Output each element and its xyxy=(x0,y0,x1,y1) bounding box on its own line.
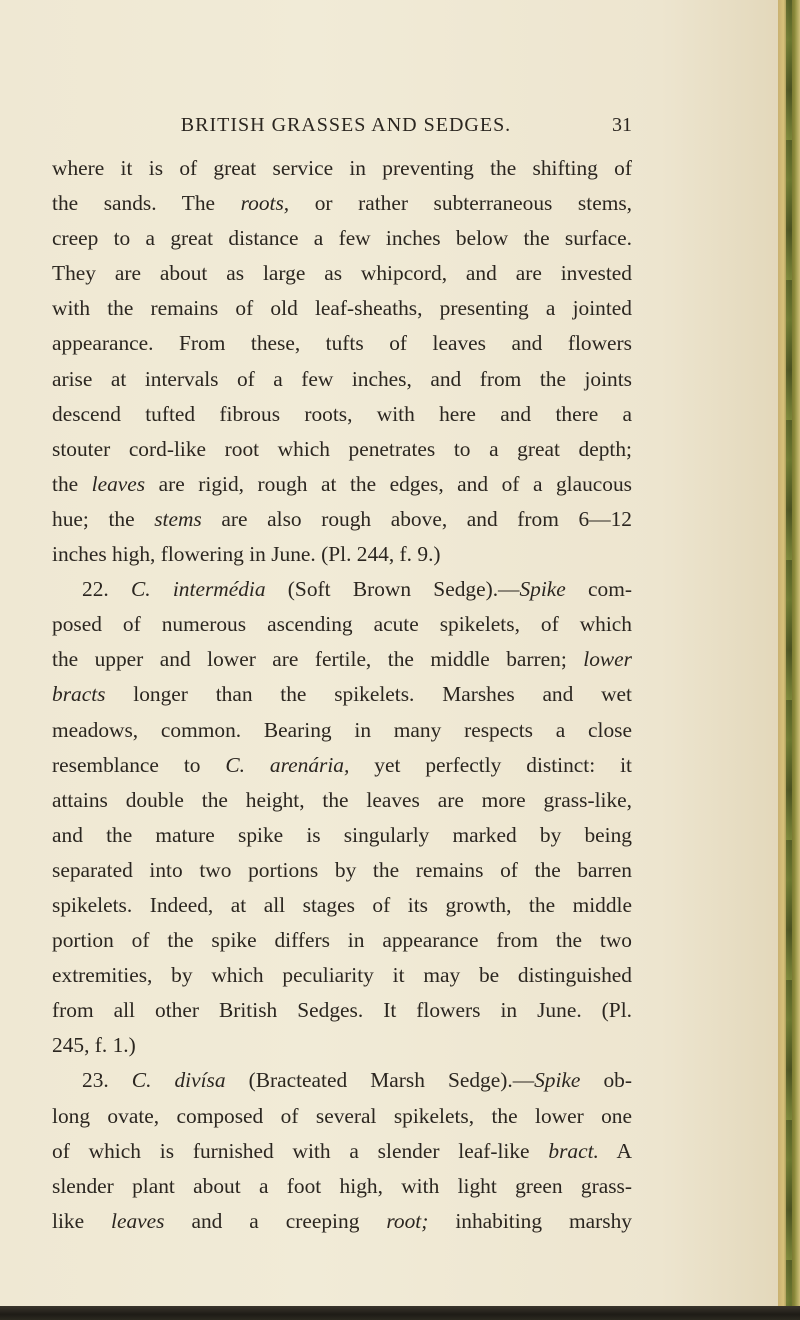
text-line: the upper and lower are fertile, the middle barren; lower xyxy=(52,647,632,672)
text-line: appearance. From these, tufts of leaves and flowers xyxy=(52,331,632,356)
text-line: meadows, common. Bearing in many respects a close xyxy=(52,717,632,742)
page-header xyxy=(60,114,632,140)
text-line: extremities, by which peculiarity it may be distinguished xyxy=(52,963,632,988)
body-text xyxy=(52,151,632,1239)
text-line: bracts longer than the spikelets. Marshes and wet xyxy=(52,682,632,707)
text-line: resemblance to C. arenária, yet perfectly distinct: it xyxy=(52,752,633,777)
text-line: the sands. The roots, or rather subterraneous stems, xyxy=(52,191,633,216)
text-line: descend tufted fibrous roots, with here and there a xyxy=(52,401,632,426)
text-line: posed of numerous ascending acute spikelets, of which xyxy=(52,612,632,637)
text-line: arise at intervals of a few inches, and from the joints xyxy=(52,366,632,391)
text-line: where it is of great service in preventing the shifting of xyxy=(52,156,632,180)
text-line: spikelets. Indeed, at all stages of its growth, the middle xyxy=(52,892,632,917)
text-line: 245, f. 1.) xyxy=(52,1033,136,1058)
text-line: inches high, flowering in June. (Pl. 244, f. 9.) xyxy=(52,542,441,567)
text-line: like leaves and a creeping root; inhabiting marshy xyxy=(52,1208,632,1233)
text-line: portion of the spike differs in appearance from the two xyxy=(52,928,632,953)
text-line: hue; the stems are also rough above, and from 6—12 xyxy=(52,506,632,531)
text-line: creep to a great distance a few inches below the surface. xyxy=(52,226,632,251)
text-line: They are about as large as whipcord, and are invested xyxy=(52,261,632,286)
text-line: long ovate, composed of several spikelets, the lower one xyxy=(52,1103,632,1128)
text-line: and the mature spike is singularly marked by being xyxy=(52,822,632,847)
species-entry-23: 23. C. divísa (Bracteated Marsh Sedge).—Spike ob- xyxy=(82,1068,632,1093)
text-line: the leaves are rigid, rough at the edges, and of a glaucous xyxy=(52,471,632,496)
page-edge-bottom xyxy=(0,1306,800,1320)
text-line: with the remains of old leaf-sheaths, presenting a jointed xyxy=(52,296,632,321)
species-entry-22: 22. C. intermédia (Soft Brown Sedge).—Spike com- xyxy=(82,577,632,602)
page-edge-right xyxy=(778,0,800,1320)
text-line: slender plant about a foot high, with light green grass- xyxy=(52,1173,632,1198)
text-line: stouter cord-like root which penetrates to a great depth; xyxy=(52,436,632,461)
text-line: attains double the height, the leaves are more grass-like, xyxy=(52,787,632,812)
text-line: separated into two portions by the remains of the barren xyxy=(52,857,632,882)
text-line: of which is furnished with a slender leaf-like bract. A xyxy=(52,1138,632,1163)
text-line: from all other British Sedges. It flowers in June. (Pl. xyxy=(52,998,632,1023)
running-head: BRITISH GRASSES AND SEDGES. xyxy=(180,114,512,136)
page-number: 31 xyxy=(612,114,632,136)
